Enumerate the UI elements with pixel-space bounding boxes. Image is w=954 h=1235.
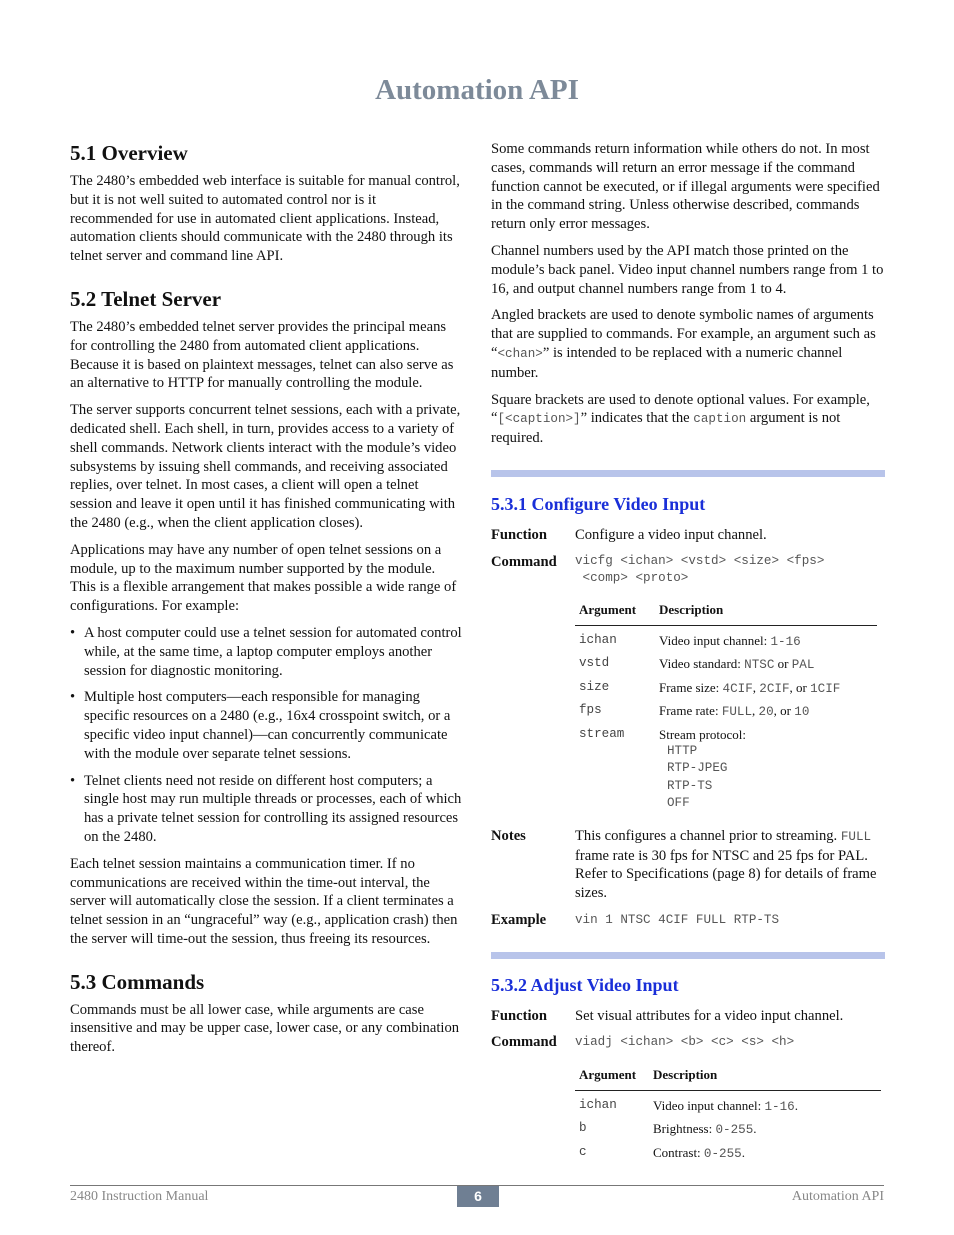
api-paragraph-2: Channel numbers used by the API match those printed on the module’s back panel. Video input channel numbers range from 1 to 16, and output channel numbers range from 1 to 4. bbox=[491, 242, 884, 297]
right-column bbox=[491, 140, 885, 1165]
column-header-description: Description bbox=[649, 1064, 881, 1090]
option-value: OFF bbox=[667, 796, 690, 811]
api-paragraph-1: Some commands return information while others do not. In most cases, commands will return an error message if the command function cannot be executed, or if illegal arguments were specified in the command string. Unless otherwise described, commands return only error messages. bbox=[491, 141, 880, 233]
text-span: . bbox=[753, 1121, 757, 1137]
column-header-argument: Argument bbox=[575, 1064, 649, 1090]
telnet-paragraph-3: Applications may have any number of open telnet sessions on a module, up to the maximum number supported by the module. This is a flexible arrangement that makes possible a wide range of configurations. For example: bbox=[70, 541, 457, 615]
notes-row bbox=[491, 827, 885, 903]
text-span: Video input channel: bbox=[659, 633, 771, 649]
description-cell bbox=[655, 630, 877, 653]
text-span: Video standard: bbox=[659, 656, 745, 672]
code-span: 4CIF bbox=[722, 681, 753, 696]
overview-paragraph: The 2480’s embedded web interface is suitable for manual control, but it is not well suited to automated control nor is it recommended for use in automated client applications. Instead, automation clients should communicate with the 2480 through its telnet server and command line API. bbox=[70, 173, 460, 265]
section-heading-commands: 5.3 Commands bbox=[70, 969, 205, 994]
text-span: Stream protocol: bbox=[659, 726, 747, 742]
text-span: Contrast: bbox=[653, 1144, 704, 1160]
argument-cell: ichan bbox=[579, 1098, 617, 1113]
api-paragraph-3 bbox=[491, 306, 885, 382]
telnet-paragraph-2: The server supports concurrent telnet sessions, each with a private, dedicated shell. Each shell, in turn, provides access to a variety of shell commands. Network clients interact with the module’s video subsystems by issuing shell commands, and receiving associated replies, over telnet. In most cases, a client will open a telnet session and leave it open until it has finished communicating with the 2480 (e.g., when the client application closes). bbox=[70, 402, 461, 531]
code-span: 0-255 bbox=[715, 1123, 754, 1138]
table-row bbox=[575, 1095, 881, 1118]
footer-manual-title: 2480 Instruction Manual bbox=[70, 1189, 209, 1204]
function-row bbox=[491, 526, 885, 545]
notes-text bbox=[575, 827, 885, 903]
function-text: Configure a video input channel. bbox=[575, 526, 767, 543]
option-value: HTTP bbox=[667, 744, 698, 759]
section-rule-bar bbox=[491, 470, 885, 477]
example-label: Example bbox=[491, 911, 547, 928]
command-line-2: <comp> <proto> bbox=[575, 570, 689, 585]
argument-cell: c bbox=[579, 1144, 587, 1159]
text-span: Frame rate: bbox=[659, 703, 722, 719]
argument-cell: size bbox=[579, 679, 610, 694]
code-span: 20 bbox=[758, 705, 774, 720]
subsection-heading-configure-video-input: 5.3.1 Configure Video Input bbox=[491, 493, 706, 514]
description-cell bbox=[655, 700, 877, 723]
code-span: 1-16 bbox=[764, 1100, 795, 1115]
column-header-description: Description bbox=[655, 599, 877, 625]
command-label: Command bbox=[491, 553, 557, 570]
option-value: RTP-JPEG bbox=[667, 761, 728, 776]
function-label: Function bbox=[491, 526, 547, 543]
description-cell bbox=[649, 1142, 881, 1165]
argument-cell: fps bbox=[579, 703, 602, 718]
table-row bbox=[575, 724, 877, 815]
command-line-1: vicfg <ichan> <vstd> <size> <fps> bbox=[575, 553, 825, 568]
command-row bbox=[491, 553, 885, 587]
command-syntax bbox=[575, 553, 885, 587]
function-label: Function bbox=[491, 1007, 547, 1024]
text-span: Frame size: bbox=[659, 679, 723, 695]
text-span: , bbox=[752, 679, 760, 695]
code-span: FULL bbox=[721, 705, 753, 720]
code-span: [<caption>] bbox=[497, 412, 581, 427]
command-row bbox=[491, 1033, 885, 1052]
example-row bbox=[491, 911, 885, 930]
notes-label: Notes bbox=[491, 827, 526, 844]
column-header-argument: Argument bbox=[575, 599, 655, 625]
description-cell bbox=[649, 1095, 881, 1118]
code-span: 1-16 bbox=[770, 635, 801, 650]
section-heading-overview: 5.1 Overview bbox=[70, 141, 188, 165]
text-span: or bbox=[774, 656, 792, 672]
argument-cell: stream bbox=[579, 726, 625, 741]
function-text: Set visual attributes for a video input channel. bbox=[575, 1007, 844, 1024]
argument-cell: vstd bbox=[579, 656, 610, 671]
subsection-heading-adjust-video-input: 5.3.2 Adjust Video Input bbox=[491, 974, 679, 995]
code-span: NTSC bbox=[744, 658, 775, 673]
argument-table bbox=[575, 599, 877, 815]
text-span: ” is intended to be replaced with a numeric channel number. bbox=[491, 344, 843, 381]
list-item: • Telnet clients need not reside on different host computers; a single host may run multiple threads or processes, each of which has a private telnet session for controlling its assigned resources on the 2480. bbox=[70, 772, 462, 847]
code-span: <chan> bbox=[497, 346, 543, 361]
description-cell bbox=[655, 724, 877, 815]
argument-cell: ichan bbox=[579, 633, 617, 648]
command-syntax: viadj <ichan> <b> <c> <s> <h> bbox=[575, 1035, 795, 1050]
code-span: PAL bbox=[791, 658, 815, 673]
table-row bbox=[575, 1142, 881, 1165]
option-value: RTP-TS bbox=[667, 778, 713, 793]
page-title: Automation API bbox=[375, 74, 579, 106]
telnet-paragraph-4: Each telnet session maintains a communication timer. If no communications are received within the time-out interval, the server will automatically close the session. If a client terminates a telnet session in an “ungraceful” way (e.g., application crash) then the server will time-out the session, thus freeing its resources. bbox=[70, 855, 458, 947]
text-span: frame rate is 30 fps for NTSC and 25 fps for PAL. Refer to Specifications (page 8) for details of frame sizes. bbox=[575, 847, 877, 902]
text-span: Video input channel: bbox=[653, 1098, 765, 1114]
telnet-bullet-list bbox=[70, 624, 462, 847]
text-span: , or bbox=[773, 703, 795, 719]
text-span: . bbox=[741, 1144, 745, 1160]
description-cell bbox=[655, 653, 877, 676]
table-row bbox=[575, 653, 877, 676]
code-span: 2CIF bbox=[759, 681, 790, 696]
argument-table bbox=[575, 1064, 881, 1165]
text-span: This configures a channel prior to streaming. bbox=[575, 827, 841, 844]
text-span: , bbox=[752, 703, 759, 719]
page-number-badge: 6 bbox=[457, 1186, 499, 1207]
list-item: • A host computer could use a telnet session for automated control while, at the same time, a laptop computer employs another session for diagnostic monitoring. bbox=[70, 624, 462, 680]
text-span: ” indicates that the bbox=[580, 410, 694, 427]
code-span: 0-255 bbox=[703, 1146, 742, 1161]
table-row bbox=[575, 630, 877, 653]
argument-cell: b bbox=[579, 1121, 587, 1136]
table-header-row bbox=[575, 599, 877, 625]
example-code: vin 1 NTSC 4CIF FULL RTP-TS bbox=[575, 912, 780, 927]
text-span: Brightness: bbox=[653, 1121, 716, 1137]
text-span: Square brackets are used to denote optional values. For example, “ bbox=[491, 391, 870, 427]
text-span: argument is not required. bbox=[491, 410, 841, 447]
code-span: caption bbox=[693, 412, 747, 427]
description-cell bbox=[649, 1118, 881, 1141]
api-paragraph-4 bbox=[491, 391, 885, 448]
code-span: FULL bbox=[840, 829, 872, 844]
commands-paragraph: Commands must be all lower case, while arguments are case insensitive and may be upper case, lower case, or any combination thereof. bbox=[70, 1001, 460, 1056]
table-header-row bbox=[575, 1064, 881, 1090]
text-span: Angled brackets are used to denote symbolic names of arguments that are supplied to commands. For example, an argument such as “ bbox=[491, 307, 876, 361]
footer-chapter-title: Automation API bbox=[791, 1189, 884, 1204]
page-footer bbox=[70, 1185, 884, 1204]
section-rule-bar bbox=[491, 952, 885, 959]
function-row bbox=[491, 1007, 885, 1026]
list-item: • Multiple host computers—each responsible for managing specific resources on a 2480 (e.g., 16x4 crosspoint switch, or a specific video input channel)—can concurrently communicate with the module over separate telnet sessions. bbox=[70, 688, 462, 763]
table-row bbox=[575, 700, 877, 723]
table-row bbox=[575, 677, 877, 700]
table-row bbox=[575, 1118, 881, 1141]
left-column bbox=[70, 140, 462, 1065]
section-heading-telnet-server: 5.2 Telnet Server bbox=[70, 286, 222, 311]
code-span: 1CIF bbox=[810, 681, 841, 696]
text-span: , or bbox=[789, 679, 811, 695]
text-span: . bbox=[794, 1098, 798, 1114]
telnet-paragraph-1: The 2480’s embedded telnet server provides the principal means for controlling the 2480 from automated client applications. Because it is based on plaintext messages, telnet can also serve as an alternative to HTTP for manually controlling the module. bbox=[70, 318, 454, 392]
code-span: 10 bbox=[794, 705, 810, 720]
description-cell bbox=[655, 677, 877, 700]
command-label: Command bbox=[491, 1034, 557, 1051]
